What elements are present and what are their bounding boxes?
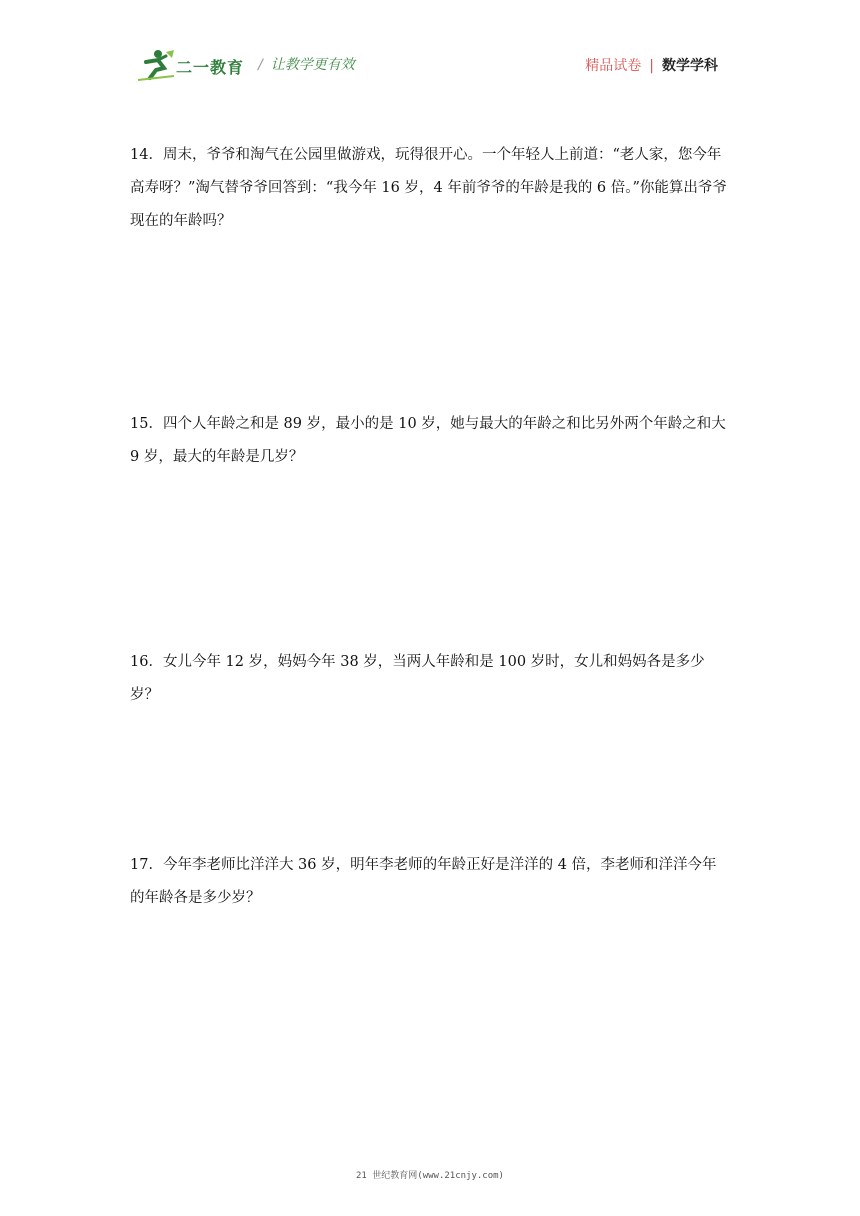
slogan-separator: /	[258, 57, 263, 73]
header-tags	[585, 55, 718, 75]
tag-subject: 数学学科	[662, 58, 718, 74]
brand-name: 二一教育	[176, 58, 245, 77]
tag-separator: |	[649, 58, 654, 74]
question-14: 14．周末，爷爷和淘气在公园里做游戏，玩得很开心。一个年轻人上前道：“老人家，您今年高寿呀？”淘气替爷爷回答到：“我今年 16 岁，4 年前爷爷的年龄是我的 6 倍。”你能算出爷爷现在的年龄吗？	[130, 147, 727, 229]
question-16: 16．女儿今年 12 岁，妈妈今年 38 岁，当两人年龄和是 100 岁时，女儿和妈妈各是多少岁？	[130, 654, 705, 703]
slogan-text: 让教学更有效	[270, 57, 355, 73]
question-15: 15．四个人年龄之和是 89 岁，最小的是 10 岁，她与最大的年龄之和比另外两个年龄之和大 9 岁，最大的年龄是几岁？	[130, 416, 726, 465]
slogan	[258, 54, 355, 74]
question-17: 17．今年李老师比洋洋大 36 岁，明年李老师的年龄正好是洋洋的 4 倍，李老师和洋洋今年的年龄各是多少岁？	[130, 857, 717, 906]
runner-logo-icon	[136, 48, 176, 82]
page-footer: 21 世纪教育网(www.21cnjy.com)	[356, 1171, 504, 1181]
page-header	[0, 0, 860, 90]
tag-premium: 精品试卷	[585, 58, 642, 74]
